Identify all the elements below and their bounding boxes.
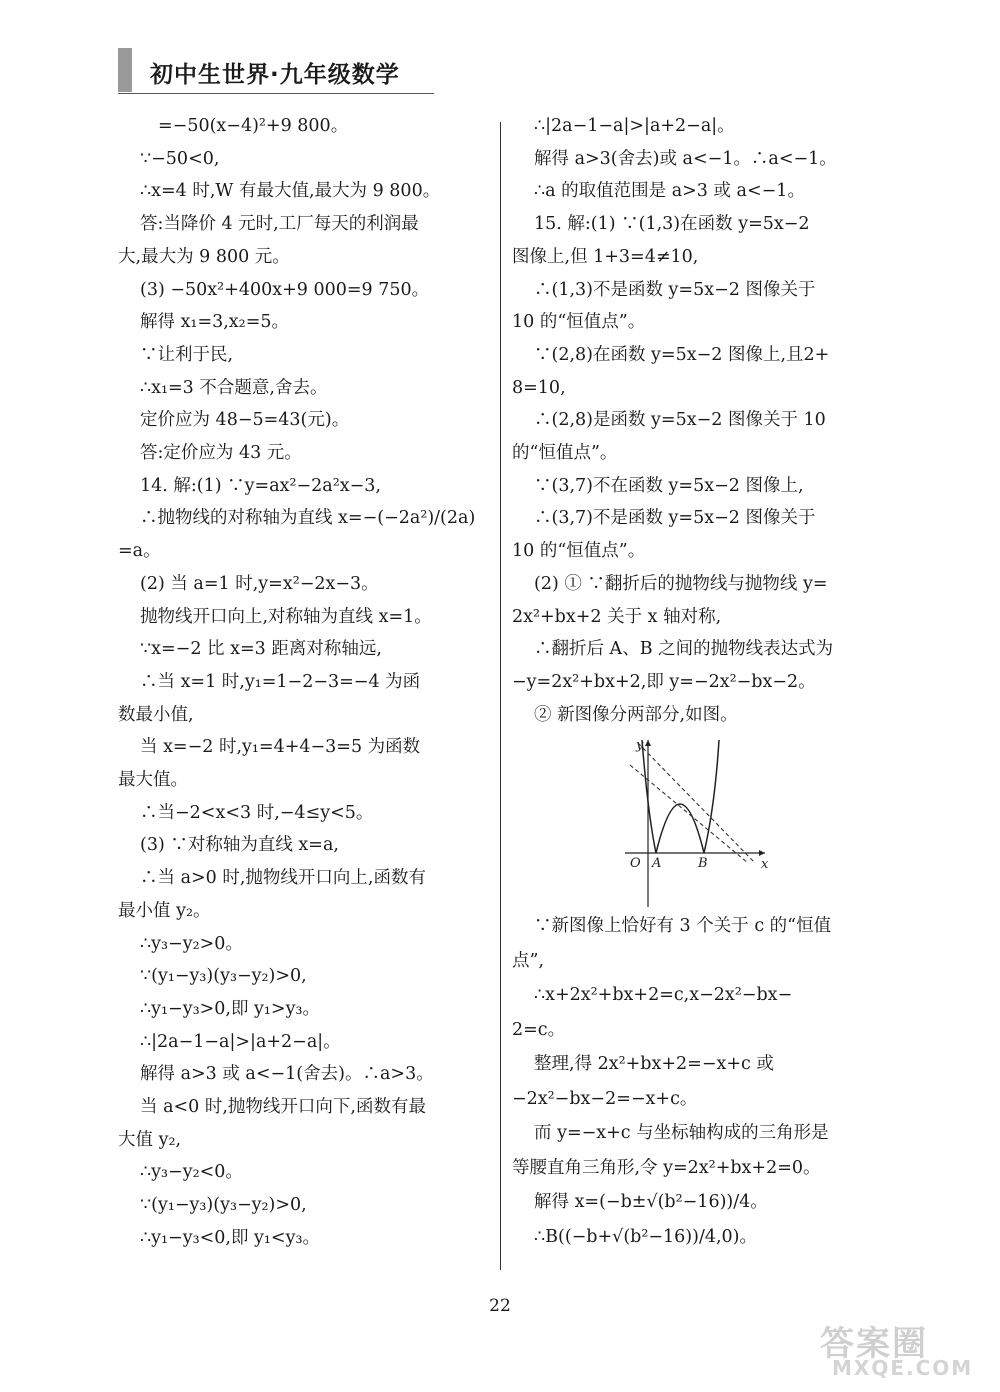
left-parabola-branch [642, 740, 656, 853]
watermark-logo [820, 1316, 974, 1382]
text-line: 当 x=−2 时,y₁=4+4−3=5 为函数 [140, 737, 421, 758]
text-line: ∵(3,7)不在函数 y=5x−2 图像上, [534, 475, 804, 496]
text-line: ∵x=−2 比 x=3 距离对称轴远, [140, 639, 382, 660]
text-line: 10 的“恒值点”。 [512, 312, 646, 333]
page-header-title: 初中生世界·九年级数学 [150, 62, 400, 88]
y-axis-arrow [645, 740, 651, 746]
text-line: ∵−50<0, [140, 148, 220, 169]
text-line: ∴x₁=3 不合题意,舍去。 [140, 377, 328, 398]
text-line: 解得 x₁=3,x₂=5。 [140, 312, 289, 333]
text-line: 2x²+bx+2 关于 x 轴对称, [512, 606, 722, 627]
text-line: 大,最大为 9 800 元。 [118, 246, 290, 267]
text-line: (2) ① ∵翻折后的抛物线与抛物线 y= [534, 573, 828, 594]
text-line: ∴y₃−y₂>0。 [140, 933, 243, 954]
watermark-url: MXQE.COM [832, 1356, 974, 1380]
text-line: ∵(2,8)在函数 y=5x−2 图像上,且2+ [534, 344, 830, 365]
text-line: ∴|2a−1−a|>|a+2−a|。 [534, 116, 735, 136]
text-line: 最小值 y₂。 [118, 900, 211, 921]
text-line: ∵(y₁−y₃)(y₃−y₂)>0, [140, 1195, 307, 1216]
text-line: =a。 [118, 541, 161, 562]
text-line: 大值 y₂, [118, 1129, 182, 1150]
text-line: 解得 a>3(舍去)或 a<−1。∴a<−1。 [534, 148, 837, 169]
text-line: −y=2x²+bx+2,即 y=−2x²−bx−2。 [512, 671, 816, 692]
text-line: 点”, [512, 950, 545, 971]
text-line: 而 y=−x+c 与坐标轴构成的三角形是 [534, 1123, 829, 1143]
text-line: ∵(y₁−y₃)(y₃−y₂)>0, [140, 966, 307, 987]
text-line: ∴B((−b+√(b²−16))/4,0)。 [534, 1226, 758, 1247]
text-line: ∴x+2x²+bx+2=c,x−2x²−bx− [534, 985, 793, 1005]
flipped-arch [656, 804, 704, 853]
text-line: ∴(1,3)不是函数 y=5x−2 图像关于 [534, 279, 816, 300]
text-line: 10 的“恒值点”。 [512, 541, 646, 562]
text-line: 14. 解:(1) ∵y=ax²−2a²x−3, [140, 475, 381, 496]
text-line: 整理,得 2x²+bx+2=−x+c 或 [534, 1054, 774, 1074]
watermark-text: 答案圈 [820, 1324, 928, 1364]
text-line: −2x²−bx−2=−x+c。 [512, 1088, 698, 1109]
point-b-label: B [698, 856, 708, 871]
point-a-label: A [652, 856, 662, 871]
x-axis-arrow [759, 850, 765, 856]
text-line: ∴翻折后 A、B 之间的抛物线表达式为 [534, 639, 834, 660]
text-line: 数最小值, [118, 704, 194, 725]
text-line: ∵新图像上恰好有 3 个关于 c 的“恒值 [534, 916, 832, 936]
text-line: (3) −50x²+400x+9 000=9 750。 [140, 279, 430, 300]
column-divider [500, 122, 501, 1270]
text-line: ∴y₃−y₂<0。 [140, 1162, 243, 1183]
text-line: 的“恒值点”。 [512, 443, 618, 463]
parabola-figure [620, 735, 770, 910]
text-line: 2=c。 [512, 1019, 566, 1040]
text-line: ∴当 a>0 时,抛物线开口向上,函数有 [140, 868, 426, 889]
text-line: ∴抛物线的对称轴为直线 x=−(−2a²)/(2a) [140, 508, 476, 529]
text-line: 8=10, [512, 377, 566, 398]
text-line: 抛物线开口向上,对称轴为直线 x=1。 [140, 606, 432, 627]
text-line: ∴x=4 时,W 有最大值,最大为 9 800。 [140, 181, 441, 202]
text-line: 15. 解:(1) ∵(1,3)在函数 y=5x−2 [534, 214, 810, 235]
text-line: (2) 当 a=1 时,y=x²−2x−3。 [140, 573, 379, 594]
text-line: ② 新图像分两部分,如图。 [534, 704, 738, 725]
text-line: 答:定价应为 43 元。 [140, 443, 302, 463]
origin-label: O [630, 856, 641, 871]
dashed-line-2 [638, 743, 755, 863]
x-axis-label: x [761, 857, 769, 872]
text-line: 解得 a>3 或 a<−1(舍去)。∴a>3。 [140, 1064, 434, 1085]
right-parabola-branch [704, 740, 719, 853]
text-line: 定价应为 48−5=43(元)。 [140, 410, 350, 431]
text-line: 当 a<0 时,抛物线开口向下,函数有最 [140, 1097, 426, 1117]
text-line: ∴当−2<x<3 时,−4≤y<5。 [140, 802, 374, 823]
header-rule [118, 93, 434, 94]
text-line: 等腰直角三角形,令 y=2x²+bx+2=0。 [512, 1157, 821, 1178]
text-line: ∴(3,7)不是函数 y=5x−2 图像关于 [534, 508, 816, 529]
text-line: ∴a 的取值范围是 a>3 或 a<−1。 [534, 181, 805, 202]
text-line: 答:当降价 4 元时,工厂每天的利润最 [140, 214, 419, 235]
header-accent-bar [118, 48, 132, 92]
text-line: =−50(x−4)²+9 800。 [158, 116, 349, 136]
text-line: 解得 x=(−b±√(b²−16))/4。 [534, 1192, 768, 1212]
text-line: 图像上,但 1+3=4≠10, [512, 246, 699, 267]
text-line: ∴|2a−1−a|>|a+2−a|。 [140, 1031, 341, 1052]
text-line: 最大值。 [118, 770, 188, 790]
text-line: ∴y₁−y₃<0,即 y₁<y₃。 [140, 1227, 320, 1248]
text-line: ∴(2,8)是函数 y=5x−2 图像关于 10 [534, 410, 826, 431]
text-line: ∴y₁−y₃>0,即 y₁>y₃。 [140, 998, 320, 1019]
y-axis-label: y [636, 738, 644, 753]
text-line: (3) ∵对称轴为直线 x=a, [140, 835, 339, 856]
text-line: ∴当 x=1 时,y₁=1−2−3=−4 为函 [140, 671, 421, 692]
text-line: ∵让利于民, [140, 344, 234, 365]
page-number: 22 [489, 1296, 511, 1316]
